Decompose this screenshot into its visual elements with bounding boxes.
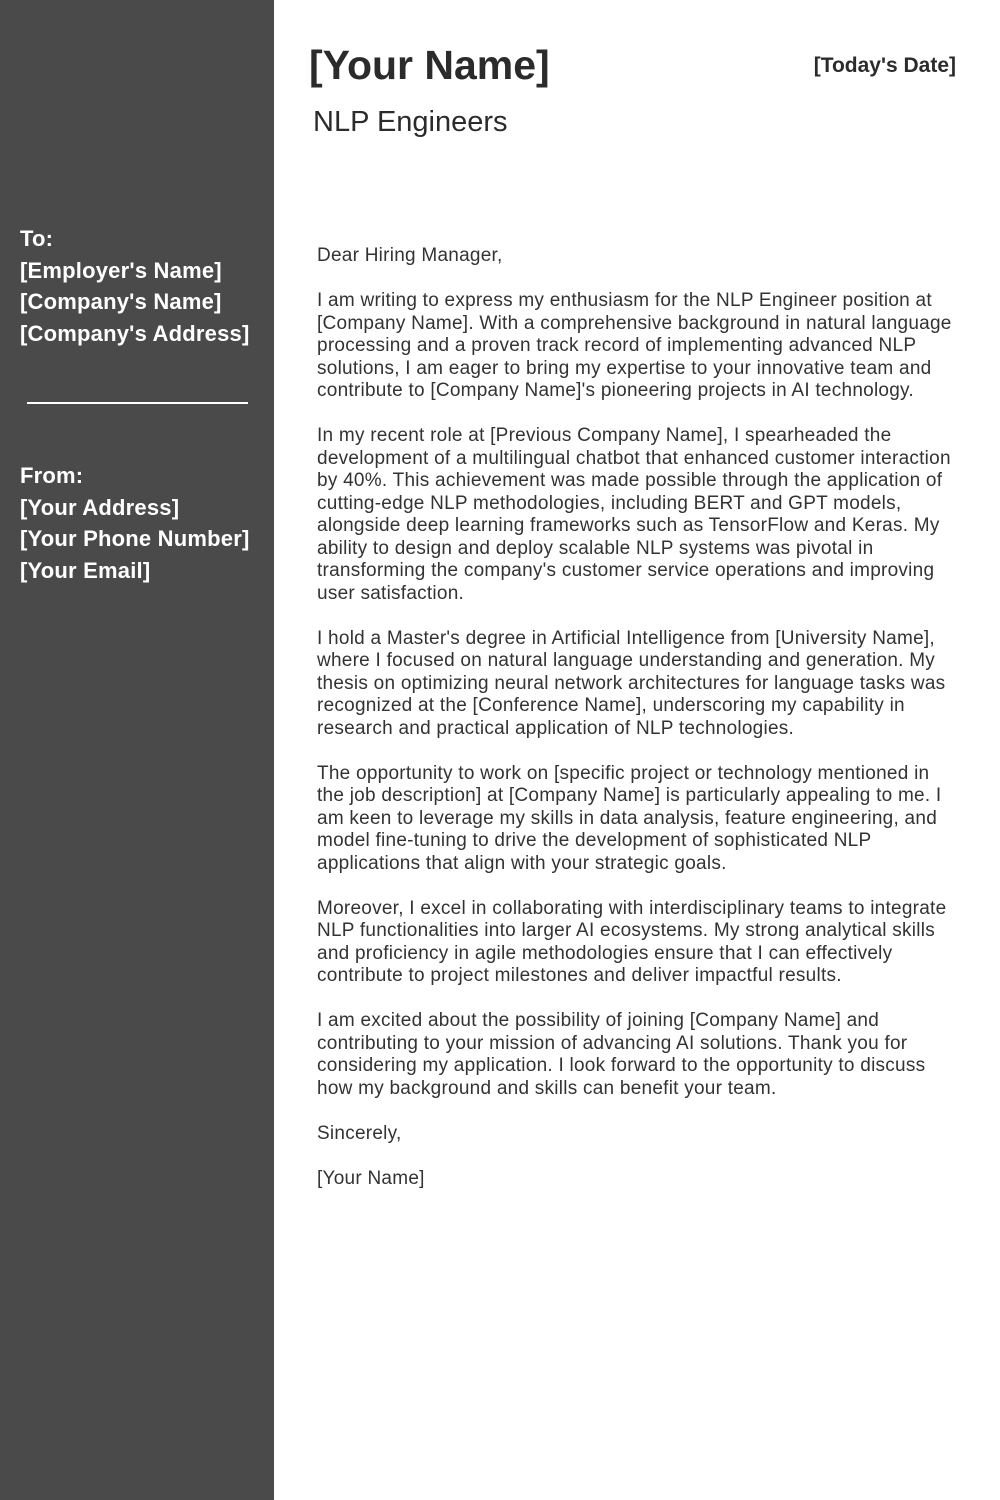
sidebar [0,0,274,1500]
your-email: [Your Email] [20,557,151,583]
recipient-block [20,223,249,349]
employer-name: [Employer's Name] [20,257,222,283]
paragraph: I am excited about the possibility of joining [Company Name] and contributing to your mission of advancing AI solutions. Thank you for considering my application. I look forward to the opportunity to discuss how my background and skills can benefit your team. [317,1010,926,1099]
paragraph: I hold a Master's degree in Artificial Intelligence from [University Name], where I focused on natural language understanding and generation. My thesis on optimizing neural network architectures for language tasks was recognized at the [Conference Name], underscoring my capability in research and practical application of NLP technologies. [317,627,946,739]
paragraph: I am writing to express my enthusiasm for the NLP Engineer position at [Company Name]. With a comprehensive background in natural language processing and a proven track record of implementing advanced NLP solutions, I am eager to bring my expertise to your innovative team and contribute to [Company Name]'s pioneering projects in AI technology. [317,290,952,401]
closing: Sincerely, [317,1122,402,1144]
letter-date: [Today's Date] [813,54,956,77]
company-address: [Company's Address] [20,320,250,346]
your-phone: [Your Phone Number] [20,526,250,551]
paragraph: Moreover, I excel in collaborating with interdisciplinary teams to integrate NLP functionalities into larger AI ecosystems. My strong analytical skills and proficiency in agile methodologies ensure that I can effectively contribute to project milestones and deliver impactful results. [317,897,947,986]
your-address: [Your Address] [20,494,180,520]
applicant-name: [Your Name] [309,42,550,88]
paragraph: The opportunity to work on [specific project or technology mentioned in the job description] at [Company Name] is particularly appealing to me. I am keen to leverage my skills in data analysis, feature engineering, and model fine-tuning to drive the development of sophisticated NLP applications that align with your strategic goals. [317,762,942,874]
salutation: Dear Hiring Manager, [317,245,503,266]
signature: [Your Name] [317,1167,425,1189]
job-title: NLP Engineers [313,106,508,138]
letter-body [317,245,962,1213]
sender-block [20,460,250,586]
paragraph: In my recent role at [Previous Company Name], I spearheaded the development of a multilingual chatbot that enhanced customer interaction by 40%. This achievement was made possible through the application of cutting-edge NLP methodologies, including BERT and GPT models, alongside deep learning frameworks such as TensorFlow and Keras. My ability to design and deploy scalable NLP systems was pivotal in transforming the company's customer service operations and improving user satisfaction. [317,425,951,604]
to-label: To: [20,226,54,251]
company-name: [Company's Name] [20,289,222,314]
divider [27,402,248,404]
from-label: From: [20,463,84,488]
